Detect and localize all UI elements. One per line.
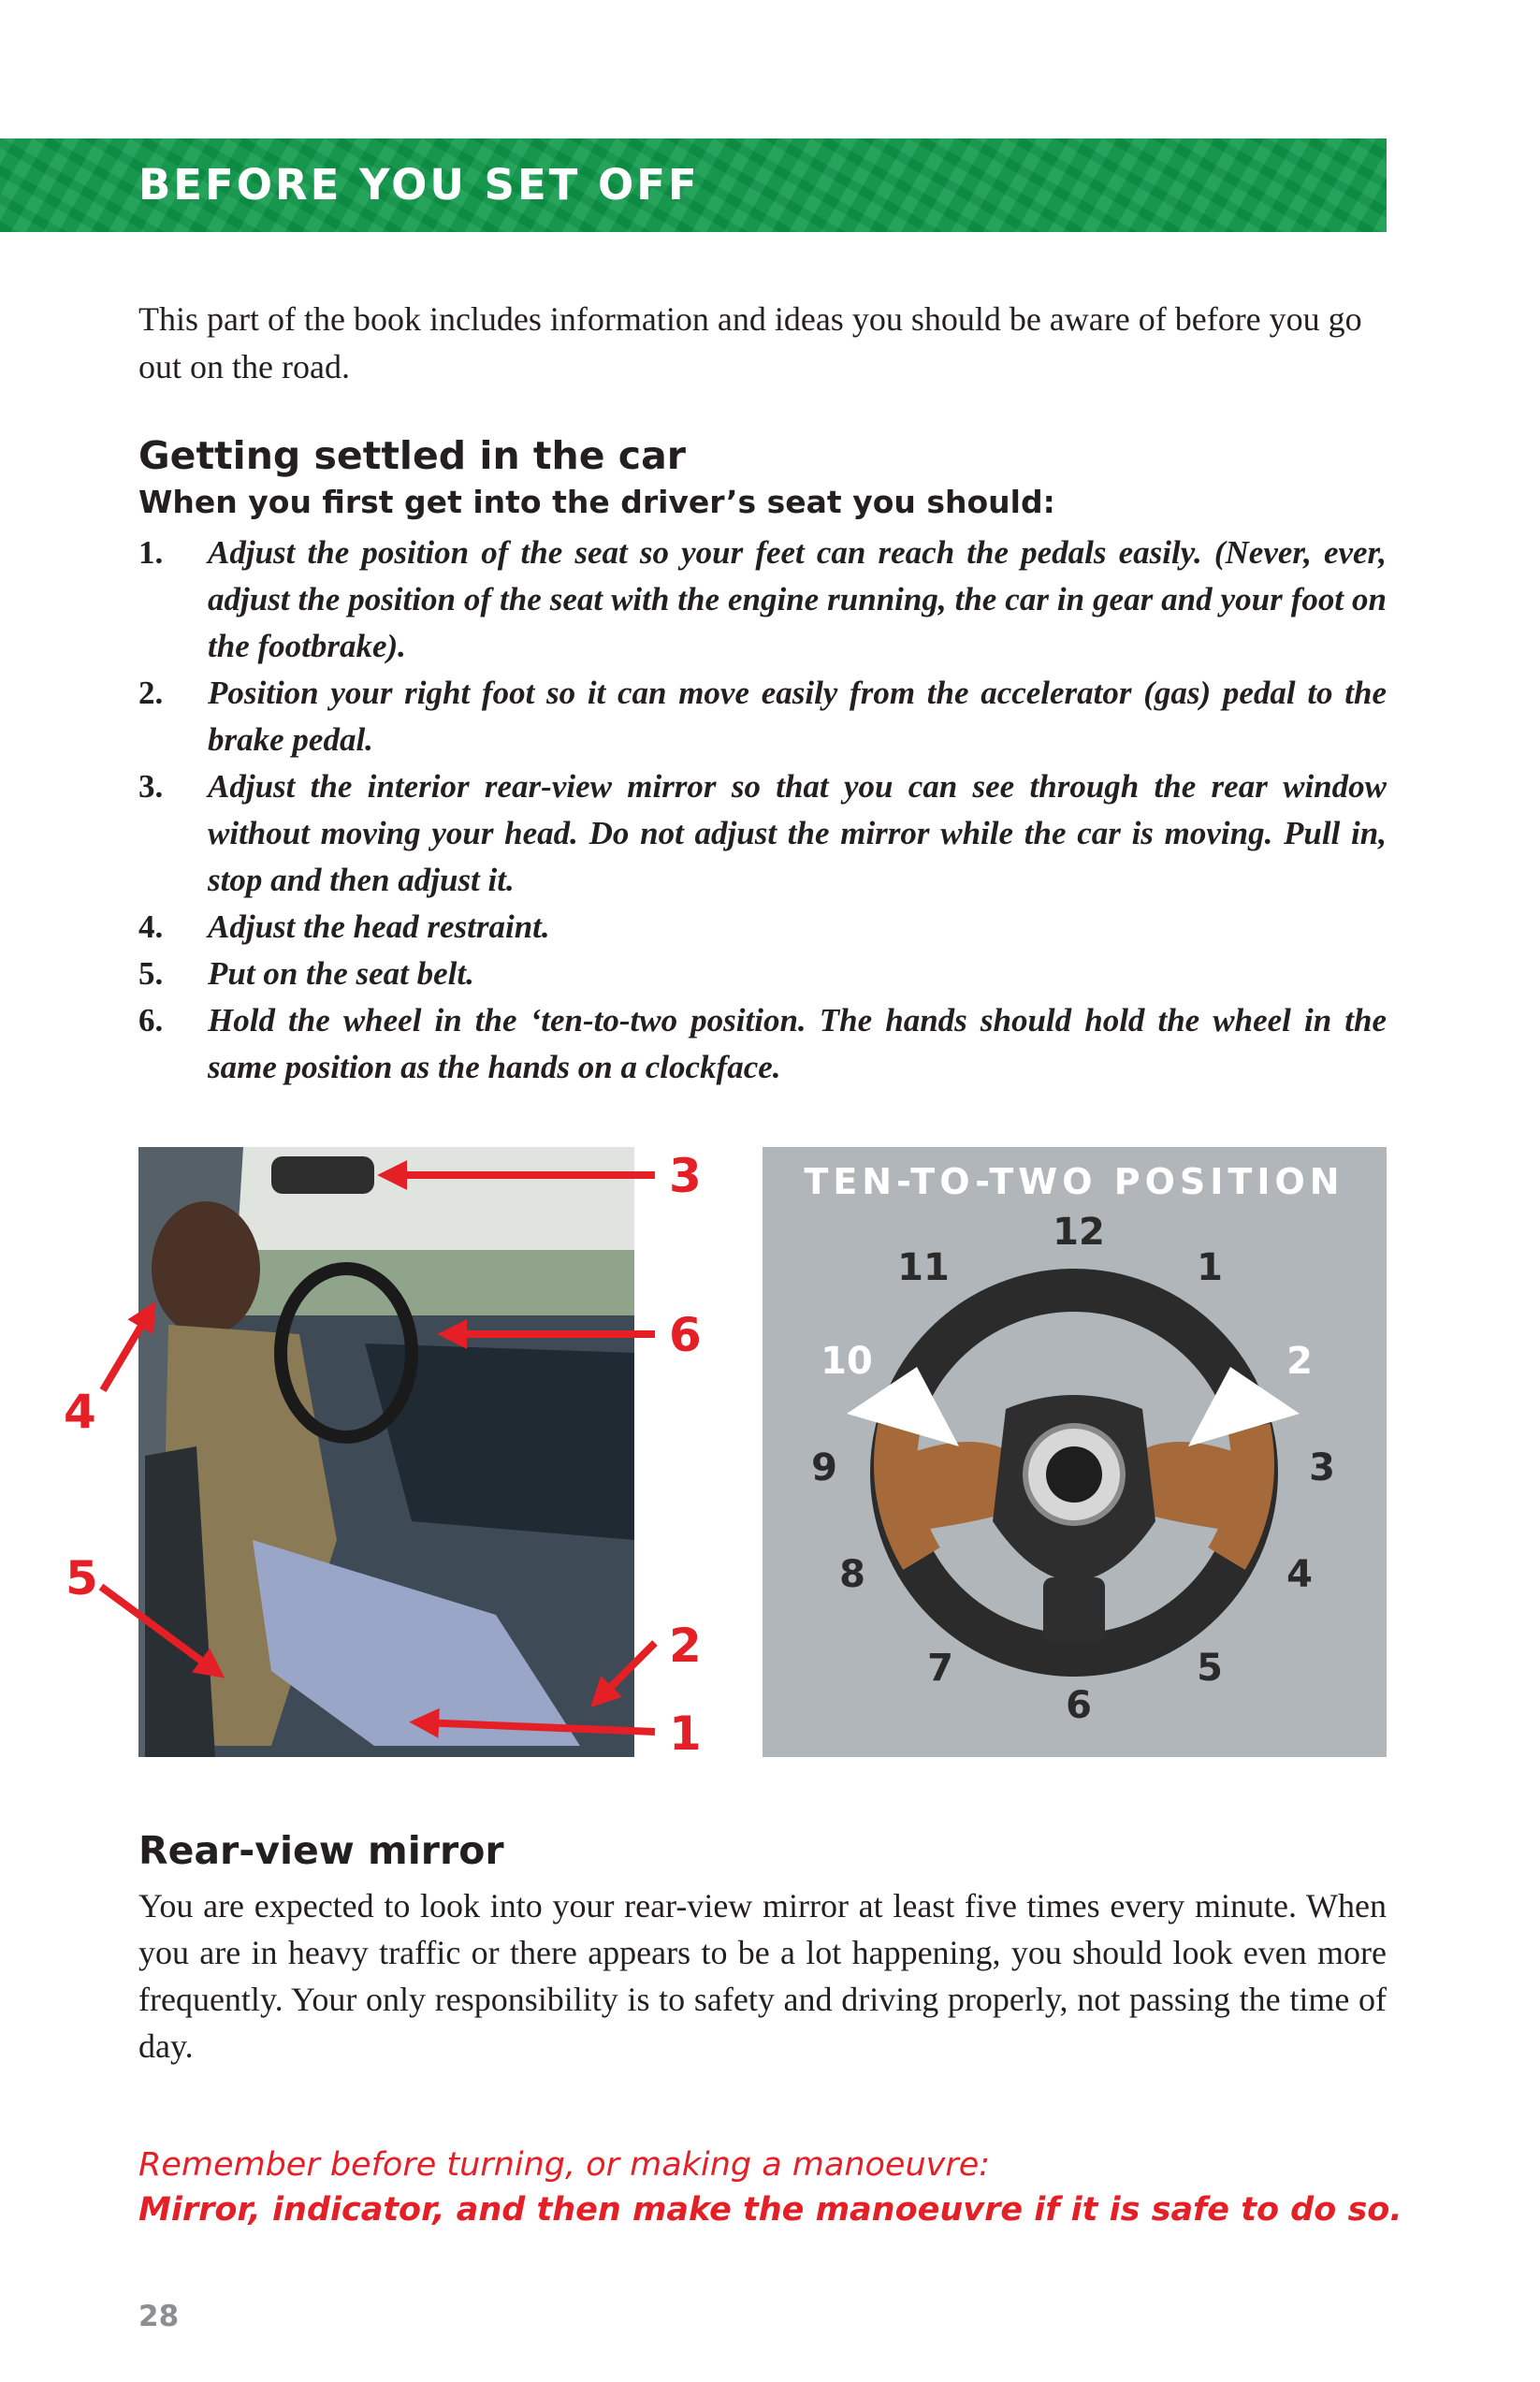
rear-view-mirror	[271, 1156, 374, 1194]
step-number: 5.	[138, 955, 164, 992]
diagram-title: TEN-TO-TWO POSITION	[804, 1161, 1344, 1202]
section-banner	[0, 138, 1387, 232]
step-item	[138, 997, 1387, 1091]
driver-seating-photo	[56, 1147, 748, 1765]
getting-settled-subheading: When you first get into the driver’s seat you should:	[138, 484, 1055, 520]
callout-label-1: 1	[669, 1707, 702, 1761]
step-number: 2.	[138, 675, 164, 711]
step-item	[138, 904, 1387, 951]
callout-label-5: 5	[65, 1551, 98, 1605]
callout-label-6: 6	[669, 1308, 702, 1362]
step-number: 1.	[138, 534, 164, 571]
step-number: 4.	[138, 908, 164, 945]
step-text: Adjust the position of the seat so your feet can reach the pedals easily. (Never, ever, adjust the position of the seat with the engine running, the car in gear and your foot on the footbrake).	[208, 534, 1387, 664]
rear-view-heading: Rear-view mirror	[138, 1828, 504, 1873]
section-title: BEFORE YOU SET OFF	[138, 160, 700, 210]
clock-number-8: 8	[839, 1553, 865, 1596]
clock-number-6: 6	[1066, 1684, 1092, 1727]
step-text: Put on the seat belt.	[208, 955, 474, 992]
rear-view-paragraph: You are expected to look into your rear-view mirror at least five times every minute. When you are in heavy traffic or there appears to be a lot happening, you should look even more frequently. Your only responsibility is to safety and driving properly, not passing the time of day.	[138, 1887, 1387, 2065]
step-item	[138, 951, 1387, 997]
step-number: 6.	[138, 1002, 164, 1038]
clock-number-5: 5	[1197, 1647, 1223, 1690]
intro-paragraph: This part of the book includes information and ideas you should be aware of before you go out on the road.	[138, 300, 1362, 385]
clock-number-9: 9	[811, 1446, 837, 1489]
clock-number-2: 2	[1286, 1340, 1313, 1383]
ten-to-two-diagram	[763, 1147, 1387, 1757]
clock-number-1: 1	[1197, 1246, 1223, 1289]
remember-line-1: Remember before turning, or making a manoeuvre:	[138, 2146, 991, 2184]
clock-number-12: 12	[1053, 1211, 1105, 1254]
remember-note	[138, 2142, 1402, 2232]
callout-label-3: 3	[669, 1149, 702, 1203]
clock-number-3: 3	[1309, 1446, 1335, 1489]
clock-number-7: 7	[927, 1647, 953, 1690]
step-text: Adjust the interior rear-view mirror so that you can see through the rear window without moving your head. Do not adjust the mirror while the car is moving. Pull in, stop and then adjust it.	[208, 768, 1387, 898]
clock-number-10: 10	[821, 1340, 873, 1383]
driver-head	[152, 1201, 260, 1336]
callout-label-4: 4	[64, 1385, 96, 1439]
page-number: 28	[138, 2300, 180, 2333]
callout-label-2: 2	[669, 1619, 702, 1673]
getting-settled-heading: Getting settled in the car	[138, 433, 686, 478]
settled-steps-list	[138, 530, 1387, 1091]
remember-line-2: Mirror, indicator, and then make the manoeuvre if it is safe to do so.	[138, 2191, 1402, 2229]
step-text: Hold the wheel in the ‘ten-to-two position. The hands should hold the wheel in the same position as the hands on a clockface.	[208, 1002, 1387, 1085]
step-item	[138, 670, 1387, 763]
step-item	[138, 530, 1387, 670]
step-number: 3.	[138, 768, 164, 805]
clock-number-4: 4	[1286, 1553, 1313, 1596]
step-item	[138, 763, 1387, 904]
clock-number-11: 11	[897, 1246, 950, 1289]
step-text: Adjust the head restraint.	[208, 908, 550, 945]
step-text: Position your right foot so it can move easily from the accelerator (gas) pedal to the brake pedal.	[208, 675, 1387, 758]
